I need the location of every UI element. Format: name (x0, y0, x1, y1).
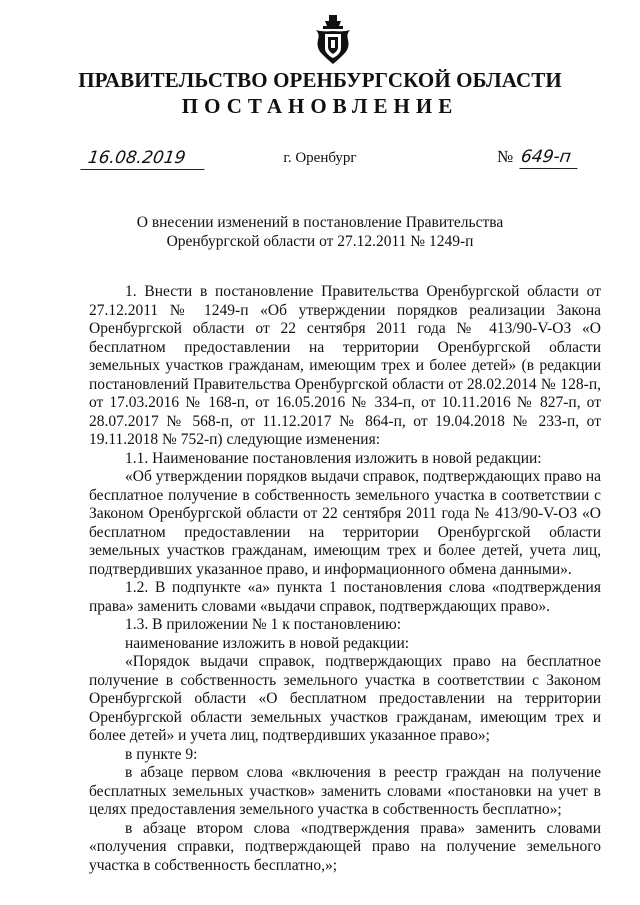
paragraph: 1. Внести в постановление Правительства Оренбургской области от 27.12.2011 № 1249-п «Об утверждении порядков реализации Закона Оренбургской области от 22 сентября 2011 года № 413/90-V-ОЗ «О бесплатном предоставлении на территории Оренбургской области земельных участков гражданам, имеющим трех и более детей» (в редакции постановлений Правительства Оренбургской области от 28.02.2014 № 128-п, от 17.03.2016 № 168-п, от 16.05.2016 № 334-п, от 10.11.2016 № 827-п, от 28.07.2017 № 568-п, от 11.12.2017 № 864-п, от 19.04.2018 № 233-п, от 19.11.2018 № 752-п) следующие изменения: (89, 283, 601, 448)
paragraph: 1.2. В подпункте «а» пункта 1 постановления слова «подтверждения права» заменить словами «выдачи справок, подтверждающих право». (89, 579, 601, 615)
coat-of-arms-emblem (314, 14, 352, 66)
decree-number (497, 146, 579, 169)
decree-body (89, 283, 601, 875)
paragraph: 1.3. В приложении № 1 к постановлению: (125, 616, 402, 633)
paragraph: «Об утверждении порядков выдачи справок, подтверждающих право на бесплатное получение в собственность земельного участка в соответствии с Законом Оренбургской области от 22 сентября 2011 года № 413/90-V-ОЗ «О бесплатном предоставлении на территории Оренбургской области земельных участков гражданам, имеющим трех и более детей, учета лиц, подтвердивших указанное право, и информационного обмена данными». (89, 468, 601, 578)
number-sign: № (497, 147, 514, 166)
paragraph: в абзаце втором слова «подтверждения права» заменить словами «получения справки, подтверждающей право на получение земельного участка в собственность бесплатно,»; (89, 819, 601, 874)
decree-date: 16.08.2019 (80, 147, 207, 170)
paragraph: 1.1. Наименование постановления изложить в новой редакции: (125, 449, 542, 467)
document-type-title: ПОСТАНОВЛЕНИЕ (181, 94, 459, 118)
government-title: ПРАВИТЕЛЬСТВО ОРЕНБУРГСКОЙ ОБЛАСТИ (78, 68, 562, 92)
paragraph: наименование изложить в новой редакции: (125, 634, 410, 652)
subject-line-2: Оренбургской области от 27.12.2011 № 1249-п (166, 233, 474, 250)
paragraph: в пункте 9: (125, 745, 198, 763)
paragraph: в абзаце первом слова «включения в реестр граждан на получение бесплатных земельных участков» заменить словами «постановки на учет в целях предоставления земельного участка в собственность бесплатно»; (89, 764, 601, 818)
paragraph: «Порядок выдачи справок, подтверждающих право на бесплатное получение в собственность земельного участка в соответствии с Законом Оренбургской области «О бесплатном предоставлении на территории Оренбургской области земельных участков гражданам, имеющим трех и более детей» и учета лиц, подтвердивших указанное право»; (89, 653, 601, 744)
city: г. Оренбург (283, 150, 357, 166)
decree-number-value: 649-п (520, 146, 581, 169)
decree-subject (0, 213, 640, 251)
subject-line-1: О внесении изменений в постановление Правительства (136, 214, 504, 231)
